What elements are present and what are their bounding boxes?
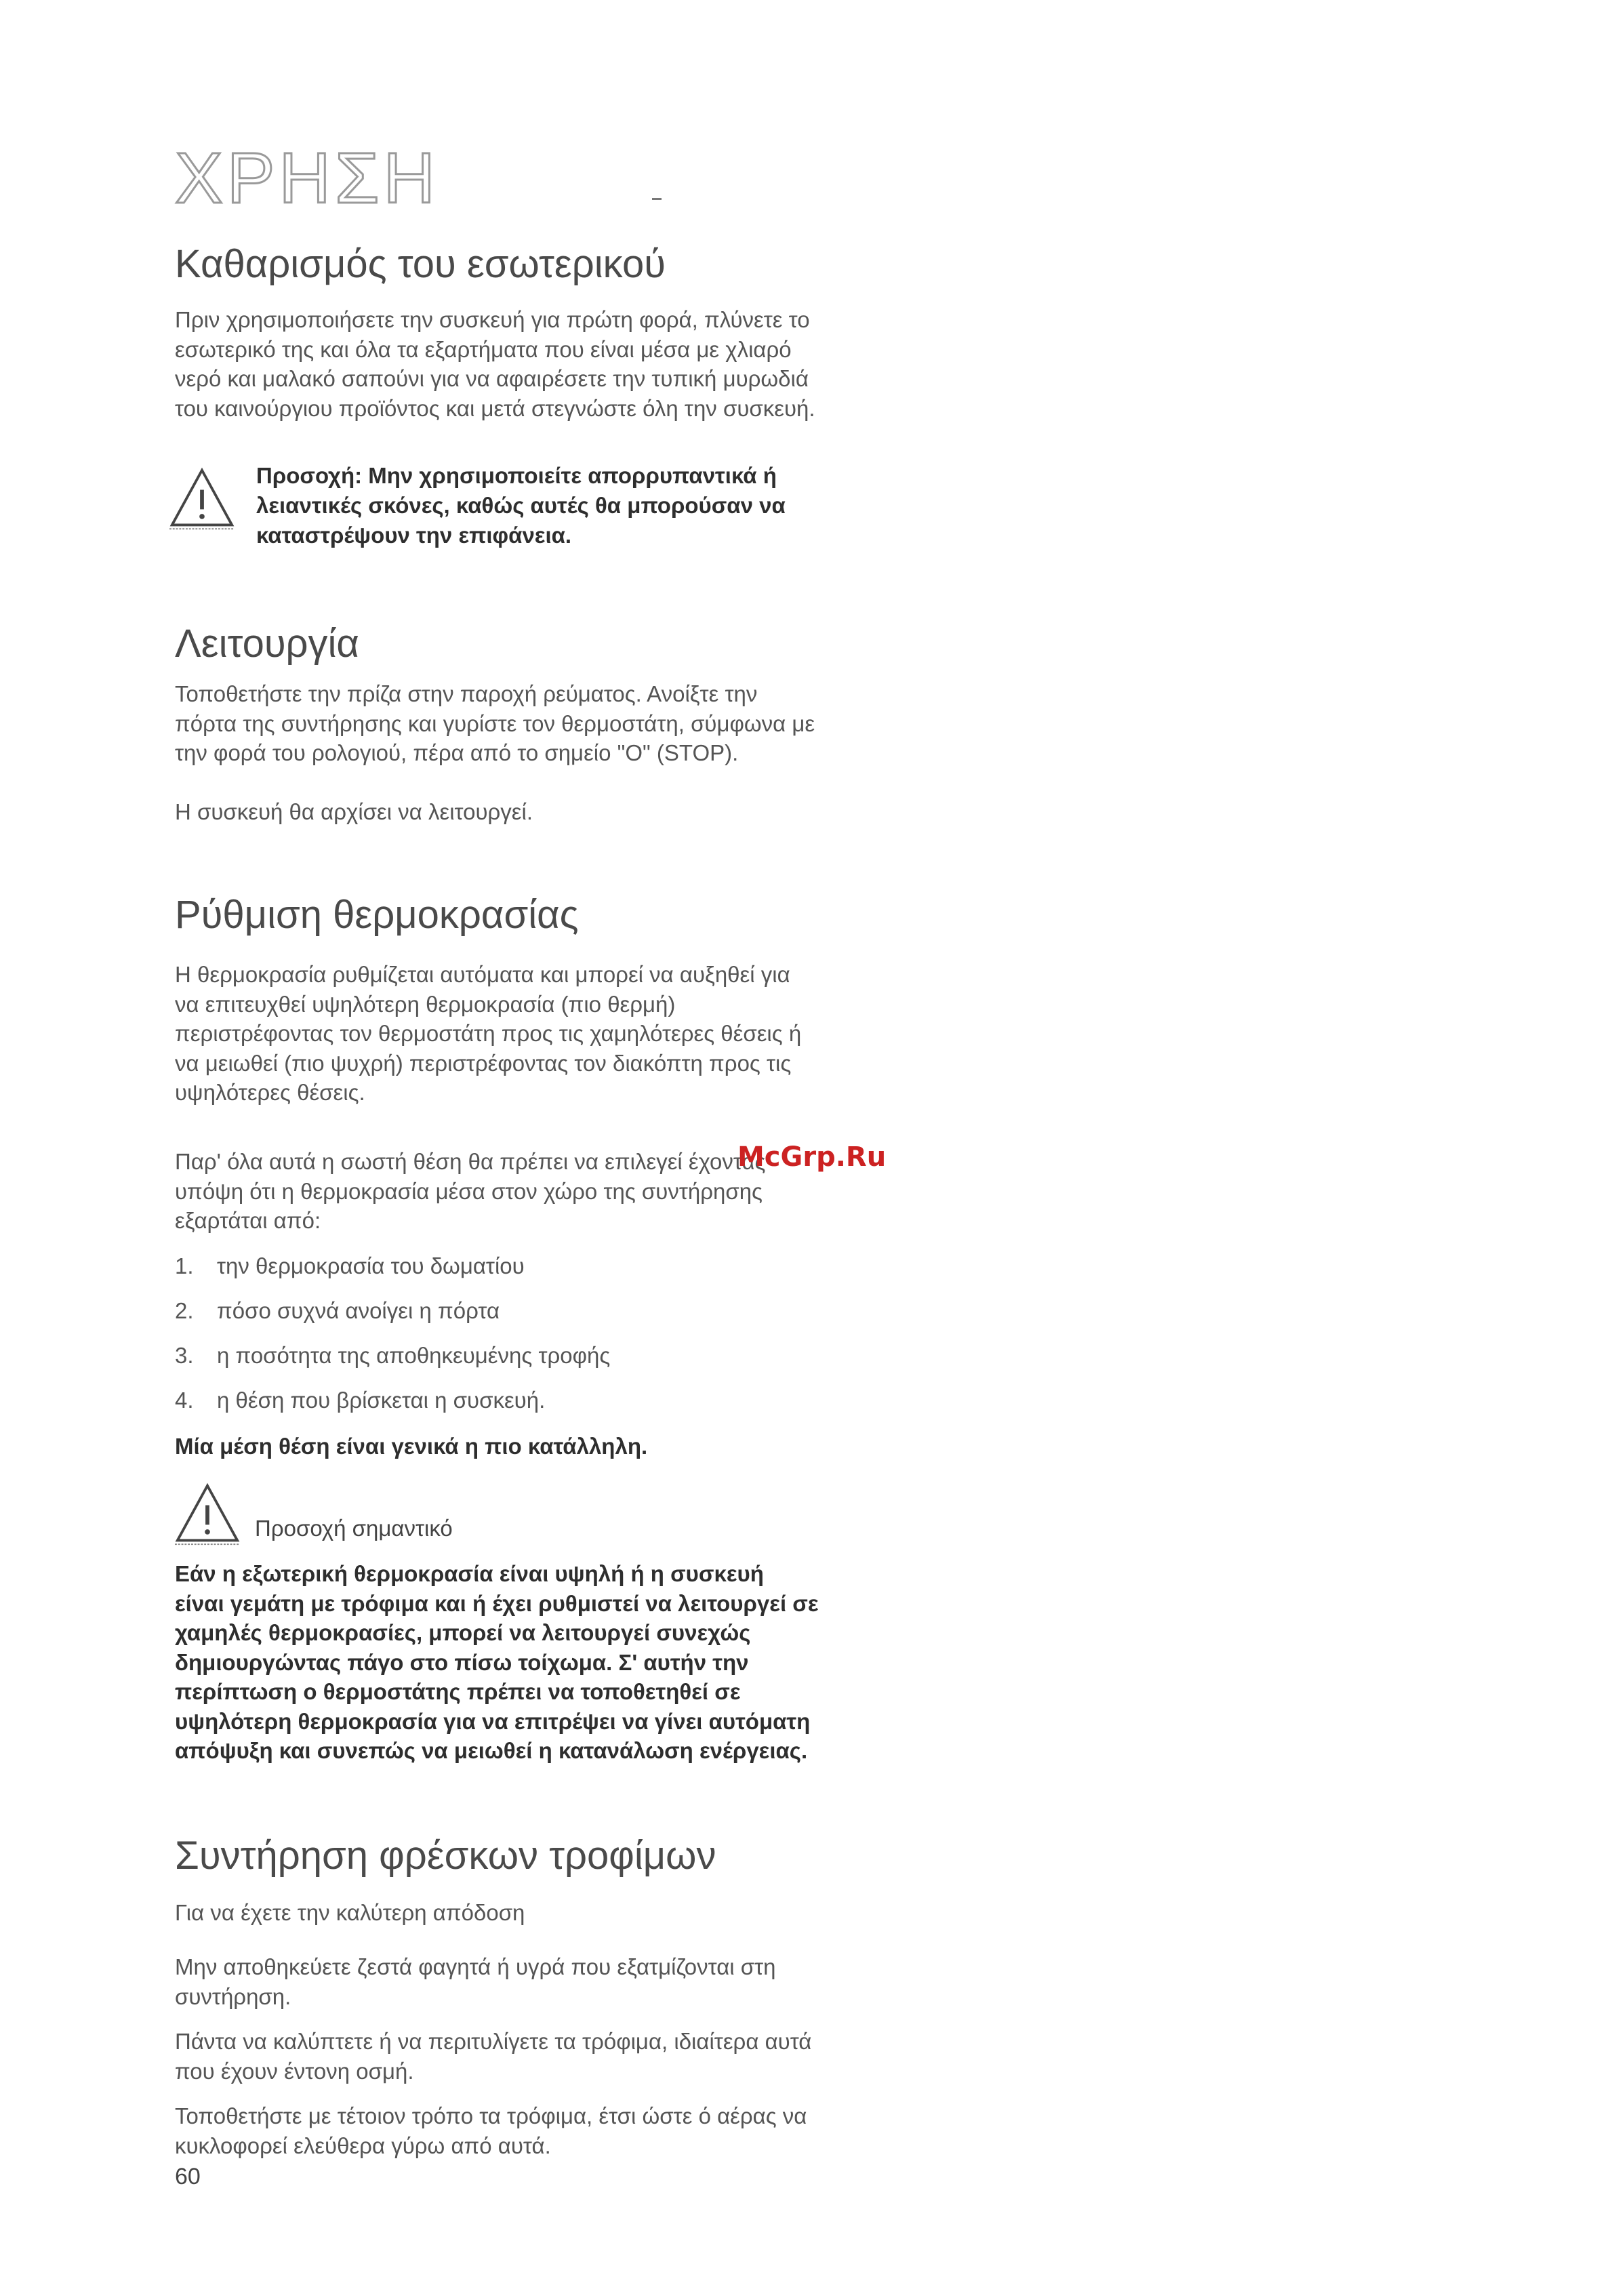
warning-triangle-icon bbox=[175, 1482, 240, 1547]
cleaning-warning-text: Προσοχή: Μην χρησιμοποιείτε απορρυπαντικά ή λειαντικές σκόνες, καθώς αυτές θα μπορούσαν να καταστρέψουν την επιφάνεια. bbox=[256, 463, 786, 548]
temperature-conclusion: Μία μέση θέση είναι γενικά η πιο κατάλληλη. bbox=[175, 1434, 648, 1459]
heading-temperature: Ρύθμιση θερμοκρασίας bbox=[175, 893, 579, 937]
list-item: 4. η θέση που βρίσκεται η συσκευή. bbox=[175, 1388, 546, 1413]
list-item: 1. την θερμοκρασία του δωματίου bbox=[175, 1253, 525, 1278]
title-dash-mark bbox=[652, 198, 662, 200]
heading-storage: Συντήρηση φρέσκων τροφίμων bbox=[175, 1834, 716, 1878]
storage-paragraph-1: Μην αποθηκεύετε ζεστά φαγητά ή υγρά που εξατμίζονται στη συντήρηση. bbox=[175, 1954, 776, 2009]
list-item: 3. η ποσότητα της αποθηκευμένης τροφής bbox=[175, 1343, 611, 1368]
operation-paragraph: Τοποθετήστε την πρίζα στην παροχή ρεύματος. Ανοίξτε την πόρτα της συντήρησης και γυρίστε τον θερμοστάτη, σύμφωνα με την φορά του ρολογιού, πέρα από το σημείο "Ο" (STOP). bbox=[175, 681, 815, 765]
watermark: McGrp.Ru bbox=[737, 1142, 887, 1173]
cleaning-paragraph: Πριν χρησιμοποιήσετε την συσκευή για πρώτη φορά, πλύνετε το εσωτερικό της και όλα τα εξαρτήματα που είναι μέσα με χλιαρό νερό και μαλακό σαπούνι για να αφαιρέσετε την τυπική μυρωδιά του καινούργιου προϊόντος και μετά στεγνώστε όλη την συσκευή. bbox=[175, 307, 815, 421]
storage-paragraph-3: Τοποθετήστε με τέτοιον τρόπο τα τρόφιμα, έτσι ώστε ό αέρας να κυκλοφορεί ελεύθερα γύρω από αυτά. bbox=[175, 2103, 807, 2158]
operation-paragraph-end: Η συσκευή θα αρχίσει να λειτουργεί. bbox=[175, 799, 533, 824]
temperature-paragraph-1: Η θερμοκρασία ρυθμίζεται αυτόματα και μπορεί να αυξηθεί για να επιτευχθεί υψηλότερη θερμοκρασία (πιο θερμή) περιστρέφοντας τον θερμοστάτη προς τις χαμηλότερες θέσεις ή να μειωθεί (πιο ψυχρή) περιστρέφοντας τον διακόπτη προς τις υψηλότερες θέσεις. bbox=[175, 962, 802, 1105]
page-number: 60 bbox=[175, 2164, 201, 2189]
important-notice-label: Προσοχή σημαντικό bbox=[255, 1516, 453, 1541]
page-title: ΧΡΗΣΗ bbox=[175, 138, 440, 218]
warning-triangle-icon bbox=[169, 466, 235, 531]
storage-intro: Για να έχετε την καλύτερη απόδοση bbox=[175, 1900, 525, 1925]
temperature-paragraph-2: Παρ' όλα αυτά η σωστή θέση θα πρέπει να επιλεγεί έχοντας υπόψη ότι η θερμοκρασία μέσα στον χώρο της συντήρησης εξαρτάται από: bbox=[175, 1149, 766, 1233]
storage-paragraph-2: Πάντα να καλύπτετε ή να περιτυλίγετε τα τρόφιμα, ιδιαίτερα αυτά που έχουν έντονη οσμή. bbox=[175, 2029, 812, 2084]
list-item: 2. πόσο συχνά ανοίγει η πόρτα bbox=[175, 1298, 500, 1323]
heading-operation: Λειτουργία bbox=[175, 622, 359, 666]
important-notice bbox=[175, 1482, 717, 1547]
important-notice-body: Εάν η εξωτερική θερμοκρασία είναι υψηλή ή η συσκευή είναι γεμάτη με τρόφιμα και ή έχει ρυθμιστεί να λειτουργεί σε χαμηλές θερμοκρασίες, μπορεί να λειτουργεί συνεχώς δημιουργώντας πάγο στο πίσω τοίχωμα. Σ' αυτήν την περίπτωση ο θερμοστάτης πρέπει να τοποθετηθεί σε υψηλότερη θερμοκρασία για να επιτρέψει να γίνει αυτόματη απόψυξη και συνεπώς να μειωθεί η κατανάλωση ενέργειας. bbox=[175, 1561, 819, 1763]
factors-list bbox=[175, 1251, 610, 1430]
heading-cleaning: Καθαρισμός του εσωτερικού bbox=[175, 242, 666, 286]
